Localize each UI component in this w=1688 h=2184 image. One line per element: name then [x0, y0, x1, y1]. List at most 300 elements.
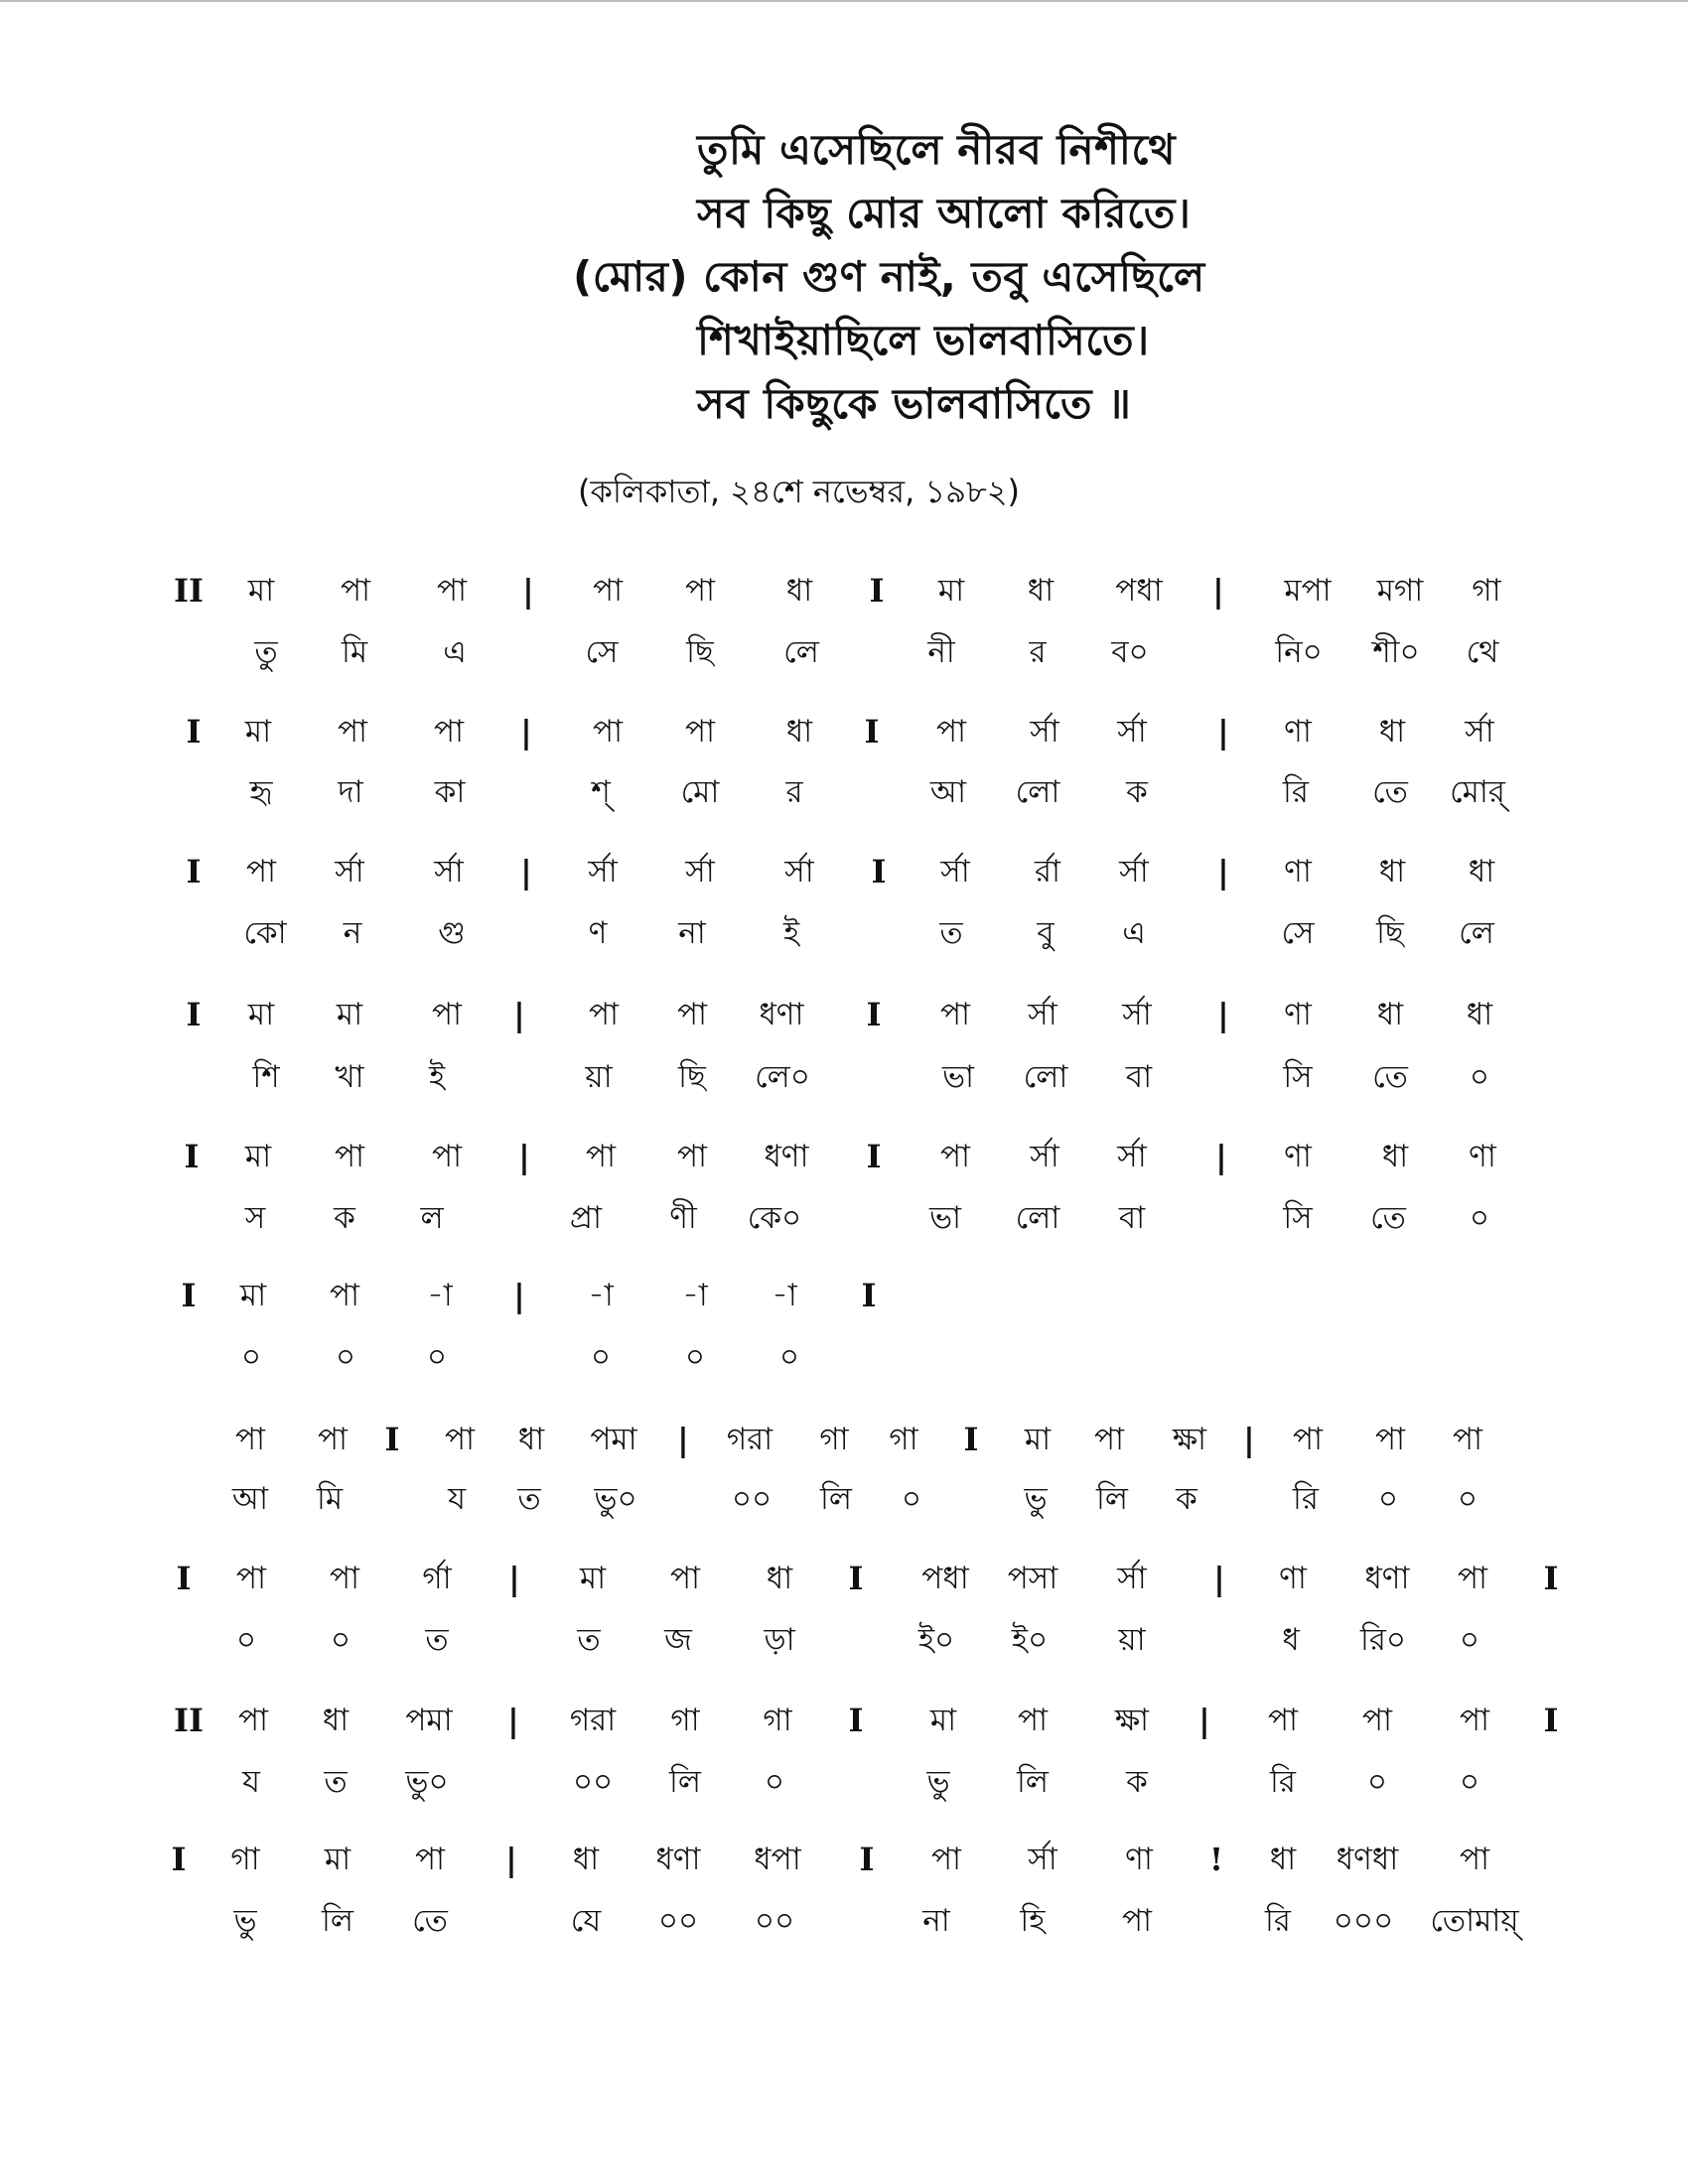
swara-note: র্সা — [1030, 714, 1059, 750]
lyric-syllable: এ — [443, 634, 467, 670]
lyric-syllable-row — [0, 908, 1688, 958]
bar-line: | — [508, 1560, 520, 1597]
lyric-syllable: নী — [927, 634, 955, 670]
lyric-syllable: তু — [254, 634, 278, 670]
lyric-syllable: লো — [1015, 1200, 1060, 1236]
bar-line: | — [522, 572, 534, 610]
lyric-syllable: য — [242, 1764, 260, 1800]
swara-row — [0, 847, 1688, 896]
lyric-syllable: ক — [334, 1200, 355, 1236]
lyric-syllable: শ্ — [591, 774, 611, 810]
swara-note: পসা — [1007, 1561, 1058, 1596]
lyric-syllable: মোর্ — [1450, 774, 1505, 810]
lyric-syllable-row — [0, 767, 1688, 817]
lyric-syllable: ভু — [233, 1903, 257, 1939]
lyric-syllable: ভু — [1024, 1481, 1048, 1517]
lyric-syllable: ০ — [684, 1339, 706, 1375]
lyric-syllable: ক — [1176, 1481, 1197, 1517]
lyric-syllable: বা — [1118, 1200, 1146, 1236]
lyric-syllable: ০ — [1459, 1622, 1480, 1658]
composition-date: (কলিকাতা, ২৪শে নভেম্বর, ১৯৮২) — [578, 473, 1021, 510]
lyric-syllable: ড়া — [764, 1622, 795, 1658]
swara-note: পা — [676, 1139, 708, 1174]
lyric-syllable: কো — [243, 915, 287, 951]
lyric-syllable: সে — [585, 634, 619, 670]
bar-line: I — [176, 1560, 192, 1597]
swara-note: পা — [930, 1842, 962, 1877]
swara-note: ধা — [1468, 854, 1495, 889]
lyric-syllable: ভু০ — [594, 1481, 637, 1517]
lyric-syllable: যে — [570, 1903, 602, 1939]
swara-note: মা — [239, 1278, 267, 1313]
bar-line: I — [186, 713, 202, 751]
swara-note: গরা — [569, 1703, 617, 1738]
swara-note: ধণা — [655, 1842, 701, 1877]
swara-note: -া — [682, 1278, 708, 1313]
swara-note: ণা — [1279, 1561, 1307, 1596]
lyric-syllable: না — [922, 1903, 950, 1939]
lyric-syllable: ০ — [240, 1339, 262, 1375]
swara-note: র্সা — [1030, 1139, 1059, 1174]
swara-note: মপা — [1284, 573, 1332, 609]
lyric-syllable-row — [0, 1896, 1688, 1946]
swara-note: ক্ষা — [1172, 1422, 1207, 1457]
lyric-syllable: থে — [1466, 634, 1499, 670]
swara-note: মা — [244, 714, 272, 750]
lyric-syllable: দা — [338, 774, 363, 810]
swara-note: পা — [431, 1139, 463, 1174]
swara-note: পা — [234, 1422, 266, 1457]
swara-note: গা — [819, 1422, 849, 1457]
swara-row — [0, 566, 1688, 615]
swara-note: ধা — [1269, 1842, 1297, 1877]
swara-note: ধণা — [1364, 1561, 1410, 1596]
swara-note: -া — [427, 1278, 453, 1313]
swara-note: পা — [592, 714, 624, 750]
bar-line: | — [677, 1421, 689, 1458]
lyric-syllable: স — [244, 1200, 266, 1236]
lyric-syllable: ন — [343, 915, 362, 951]
swara-row — [0, 1835, 1688, 1884]
lyric-syllable: ০ — [235, 1622, 257, 1658]
bar-line: I — [861, 1277, 877, 1314]
lyric-syllable: ০ — [426, 1339, 448, 1375]
swara-note: র্সা — [685, 854, 715, 889]
swara-note: মা — [336, 997, 363, 1032]
lyric-syllable: মি — [341, 634, 368, 670]
bar-line: I — [859, 1841, 875, 1878]
lyric-syllable-row — [0, 1332, 1688, 1382]
swara-note: মা — [324, 1842, 352, 1877]
swara-note: র্সা — [1119, 854, 1149, 889]
lyric-syllable: ছি — [1376, 915, 1404, 951]
swara-note: গা — [670, 1703, 700, 1738]
lyric-syllable: ভু০ — [405, 1764, 449, 1800]
lyric-syllable: রি — [1293, 1481, 1319, 1517]
lyric-syllable: ত — [425, 1622, 449, 1658]
swara-note: পমা — [405, 1703, 453, 1738]
swara-note: পা — [1452, 1422, 1483, 1457]
lyric-syllable: লি — [322, 1903, 353, 1939]
swara-row — [0, 1271, 1688, 1320]
lyric-syllable-row — [0, 1757, 1688, 1807]
lyric-syllable: আ — [231, 1481, 269, 1517]
swara-note: পা — [1459, 1703, 1490, 1738]
swara-note: ধা — [322, 1703, 350, 1738]
lyric-syllable: ভা — [941, 1059, 975, 1095]
swara-note: ধণধা — [1336, 1842, 1399, 1877]
lyric-syllable: জ — [664, 1622, 692, 1658]
swara-note: পা — [433, 714, 465, 750]
swara-note: র্সা — [1117, 1139, 1147, 1174]
lyric-syllable: ০ — [1457, 1481, 1478, 1517]
swara-row — [0, 707, 1688, 756]
swara-note: মা — [247, 997, 275, 1032]
swara-note: পা — [317, 1422, 349, 1457]
swara-row — [0, 990, 1688, 1039]
lyric-syllable: তে — [1370, 1200, 1406, 1236]
lyric-syllable: ভা — [928, 1200, 962, 1236]
swara-note: পা — [1093, 1422, 1125, 1457]
lyric-syllable: ত — [577, 1622, 601, 1658]
lyric-syllable: ০০ — [572, 1764, 614, 1800]
lyric-syllable: ব০ — [1111, 634, 1149, 670]
lyric-syllable: ০ — [330, 1622, 352, 1658]
swara-note: ধা — [766, 1561, 793, 1596]
swara-note: পা — [340, 573, 371, 609]
lyric-syllable: ণ — [588, 915, 608, 951]
bar-line: I — [171, 1841, 187, 1878]
lyric-syllable: লি — [669, 1764, 701, 1800]
lyric-syllable: সি — [1283, 1059, 1313, 1095]
lyric-syllable: ০০ — [657, 1903, 699, 1939]
lyric-syllable: তে — [1372, 774, 1408, 810]
lyric-syllable: লি — [820, 1481, 852, 1517]
lyric-syllable: লি — [1096, 1481, 1128, 1517]
swara-note: ণা — [1284, 1139, 1312, 1174]
lyric-syllable: রি — [1265, 1903, 1291, 1939]
swara-note: মা — [247, 573, 275, 609]
swara-note: ধা — [785, 714, 813, 750]
lyric-syllable: মো — [680, 774, 720, 810]
swara-note: পা — [588, 997, 620, 1032]
lyric-syllable: ক — [1126, 774, 1148, 810]
swara-note: ধা — [1378, 854, 1406, 889]
lyric-syllable: পা — [1121, 1903, 1153, 1939]
swara-note: ক্ষা — [1114, 1703, 1150, 1738]
swara-row — [0, 1554, 1688, 1603]
bar-line: ! — [1208, 1841, 1224, 1878]
lyric-syllable-row — [0, 627, 1688, 677]
bar-line: | — [1215, 1138, 1227, 1175]
lyric-syllable: শী০ — [1372, 634, 1420, 670]
lyric-syllable: ত — [324, 1764, 348, 1800]
lyric-syllable: বু — [1037, 915, 1055, 951]
swara-note: পা — [592, 573, 624, 609]
swara-note: পা — [337, 714, 368, 750]
bar-line: I — [871, 853, 887, 890]
lyric-syllable: নি০ — [1275, 634, 1323, 670]
bar-line: I — [186, 853, 202, 890]
bar-line: I — [848, 1560, 864, 1597]
swara-note: র্সা — [1122, 997, 1152, 1032]
swara-note: ধা — [1378, 714, 1406, 750]
bar-line: | — [513, 1277, 525, 1314]
swara-note: পা — [676, 997, 708, 1032]
lyric-syllable: লো — [1015, 774, 1060, 810]
swara-note: পা — [939, 997, 971, 1032]
lyric-syllable: এ — [1122, 915, 1146, 951]
swara-note: পা — [1017, 1703, 1049, 1738]
bar-line: | — [505, 1841, 517, 1878]
swara-note: পা — [245, 854, 277, 889]
lyric-syllable: ল — [420, 1200, 444, 1236]
lyric-syllable: সি — [1283, 1200, 1313, 1236]
bar-line: I — [384, 1421, 400, 1458]
lyric-syllable-row — [0, 1052, 1688, 1102]
lyric-syllable: লে০ — [755, 1059, 810, 1095]
bar-line: | — [1217, 713, 1229, 751]
swara-note: মা — [929, 1703, 957, 1738]
bar-line: | — [1217, 996, 1229, 1033]
swara-note: মা — [244, 1139, 272, 1174]
swara-note: ধা — [1381, 1139, 1409, 1174]
swara-note: পা — [329, 1561, 360, 1596]
swara-note: ণা — [1469, 1139, 1496, 1174]
swara-note: পা — [1374, 1422, 1406, 1457]
bar-line: | — [518, 1138, 530, 1175]
swara-note: মগা — [1376, 573, 1424, 609]
swara-note: ণা — [1284, 997, 1312, 1032]
swara-note: মা — [579, 1561, 607, 1596]
bar-line: I — [1543, 1702, 1559, 1739]
swara-note: পা — [669, 1561, 701, 1596]
bar-line: I — [186, 996, 202, 1033]
lyric-syllable: ত — [939, 915, 963, 951]
lyric-syllable: ০ — [901, 1481, 922, 1517]
lyric-syllable: ত — [517, 1481, 541, 1517]
lyric-syllable: ০ — [1459, 1764, 1480, 1800]
bar-line: I — [848, 1702, 864, 1739]
swara-note: ধা — [517, 1422, 545, 1457]
lyric-syllable: লি — [1017, 1764, 1049, 1800]
swara-note: গরা — [726, 1422, 774, 1457]
swara-note: ধা — [572, 1842, 600, 1877]
lyric-syllable: ই — [428, 1059, 446, 1095]
swara-note: পা — [1459, 1842, 1490, 1877]
lyric-syllable-row — [0, 1474, 1688, 1524]
swara-row — [0, 1132, 1688, 1181]
lyric-syllable: মি — [316, 1481, 344, 1517]
bar-line: | — [1212, 572, 1224, 610]
swara-note: ধণা — [759, 997, 804, 1032]
lyric-syllable: ০ — [778, 1339, 800, 1375]
lyric-syllable: ০ — [1469, 1200, 1490, 1236]
bar-line: | — [520, 853, 532, 890]
lyric-syllable: বা — [1125, 1059, 1153, 1095]
swara-note: ণা — [1284, 714, 1312, 750]
swara-note: ধপা — [754, 1842, 801, 1877]
lyric-syllable: র — [1029, 634, 1047, 670]
swara-note: ধা — [1027, 573, 1055, 609]
swara-note: গা — [1472, 573, 1501, 609]
lyric-syllable: প্রা — [569, 1200, 603, 1236]
lyric-syllable: র — [785, 774, 803, 810]
lyric-syllable: ০ — [335, 1339, 356, 1375]
swara-note: ধা — [785, 573, 813, 609]
lyric-syllable: ই০ — [917, 1622, 955, 1658]
lyric-syllable: কে০ — [747, 1200, 802, 1236]
swara-note: পা — [1292, 1422, 1324, 1457]
lyric-line-3: (মোর) কোন গুণ নাই, তবু এসেছিলে — [573, 252, 1205, 301]
lyric-syllable-row — [0, 1193, 1688, 1243]
swara-row — [0, 1696, 1688, 1745]
lyric-syllable: ক — [1126, 1764, 1148, 1800]
lyric-syllable: হৃ — [249, 774, 273, 810]
swara-note: র্সা — [1117, 714, 1147, 750]
lyric-syllable: য়া — [1118, 1622, 1146, 1658]
lyric-syllable: তে — [1372, 1059, 1408, 1095]
bar-line: | — [520, 713, 532, 751]
lyric-syllable: গু — [438, 915, 466, 951]
swara-note: ধা — [1376, 997, 1404, 1032]
lyric-syllable: তোমায়্ — [1430, 1903, 1519, 1939]
lyric-syllable: রি০ — [1359, 1622, 1407, 1658]
lyric-syllable: ছি — [686, 634, 714, 670]
lyric-syllable: লো — [1023, 1059, 1068, 1095]
swara-note: পা — [935, 714, 967, 750]
lyric-syllable: ০০ — [731, 1481, 773, 1517]
swara-note: র্সা — [1028, 1842, 1057, 1877]
lyric-line-1: তুমি এসেছিলে নীরব নিশীথে — [697, 125, 1177, 174]
swara-note: পা — [431, 997, 463, 1032]
lyric-syllable: ভু — [926, 1764, 950, 1800]
swara-note: পা — [1267, 1703, 1299, 1738]
swara-note: গা — [889, 1422, 918, 1457]
lyric-line-2: সব কিছু মোর আলো করিতে। — [697, 189, 1192, 237]
lyric-syllable: ছি — [678, 1059, 706, 1095]
swara-note: র্গা — [422, 1561, 452, 1596]
lyric-syllable: খা — [335, 1059, 364, 1095]
swara-note: পা — [235, 1561, 267, 1596]
swara-note: পা — [1457, 1561, 1488, 1596]
swara-note: -া — [588, 1278, 614, 1313]
bar-line: I — [1543, 1560, 1559, 1597]
page-top-edge — [0, 0, 1688, 2]
swara-note: ণা — [1125, 1842, 1153, 1877]
bar-line: | — [1243, 1421, 1255, 1458]
swara-note: র্সা — [1465, 714, 1494, 750]
bar-line: | — [507, 1702, 519, 1739]
swara-note: পা — [684, 714, 716, 750]
lyric-syllable: লে — [783, 634, 819, 670]
bar-line: I — [869, 572, 885, 610]
lyric-syllable: আ — [929, 774, 967, 810]
swara-note: পা — [436, 573, 468, 609]
bar-line: I — [181, 1277, 197, 1314]
swara-row — [0, 1415, 1688, 1464]
bar-line: | — [1217, 853, 1229, 890]
bar-line: I — [864, 713, 880, 751]
lyric-syllable: লে — [1459, 915, 1494, 951]
swara-note: মা — [1024, 1422, 1052, 1457]
lyric-line-5: সব কিছুকে ভালবাসিতে ॥ — [697, 379, 1132, 428]
lyric-syllable: হি — [1020, 1903, 1046, 1939]
lyric-syllable: রি — [1283, 774, 1309, 810]
bar-line: I — [866, 1138, 882, 1175]
lyric-syllable-row — [0, 1615, 1688, 1665]
lyric-syllable: শি — [252, 1059, 280, 1095]
lyric-syllable: য়া — [585, 1059, 613, 1095]
swara-note: র্সা — [434, 854, 464, 889]
bar-line: II — [174, 572, 204, 610]
swara-note: পা — [414, 1842, 446, 1877]
swara-note: মা — [937, 573, 965, 609]
swara-note: র্সা — [1117, 1561, 1147, 1596]
bar-line: | — [1213, 1560, 1225, 1597]
swara-note: পা — [1361, 1703, 1393, 1738]
lyric-syllable: ই — [782, 915, 800, 951]
swara-note: পা — [329, 1278, 360, 1313]
lyric-syllable: ধ — [1282, 1622, 1300, 1658]
swara-note: গা — [763, 1703, 792, 1738]
swara-note: র্সা — [784, 854, 814, 889]
lyric-syllable: ০ — [1377, 1481, 1399, 1517]
swara-note: ণা — [1284, 854, 1312, 889]
swara-note: র্সা — [1028, 997, 1057, 1032]
swara-note: -া — [772, 1278, 797, 1313]
swara-note: পা — [334, 1139, 365, 1174]
lyric-syllable: ০ — [590, 1339, 612, 1375]
swara-note: পা — [684, 573, 716, 609]
swara-note: ধণা — [764, 1139, 809, 1174]
bar-line: I — [184, 1138, 200, 1175]
bar-line: | — [1198, 1702, 1210, 1739]
swara-note: র্রা — [1034, 854, 1061, 889]
swara-note: পধা — [921, 1561, 969, 1596]
lyric-syllable: সে — [1281, 915, 1315, 951]
swara-note: র্সা — [940, 854, 970, 889]
lyric-syllable: তে — [412, 1903, 448, 1939]
swara-note: র্সা — [335, 854, 364, 889]
lyric-syllable: কা — [434, 774, 466, 810]
lyric-syllable: না — [678, 915, 706, 951]
swara-note: পা — [444, 1422, 476, 1457]
bar-line: II — [174, 1702, 204, 1739]
lyric-syllable: ০ — [1366, 1764, 1388, 1800]
bar-line: I — [963, 1421, 979, 1458]
swara-note: পা — [585, 1139, 617, 1174]
lyric-syllable: ০০০ — [1333, 1903, 1394, 1939]
swara-note: ধা — [1466, 997, 1493, 1032]
lyric-syllable: ০ — [1469, 1059, 1490, 1095]
lyric-syllable: ণী — [669, 1200, 697, 1236]
lyric-line-4: শিখাইয়াছিলে ভালবাসিতে। — [697, 316, 1150, 364]
swara-note: র্সা — [588, 854, 618, 889]
bar-line: I — [866, 996, 882, 1033]
swara-note: পা — [939, 1139, 971, 1174]
lyric-syllable: রি — [1270, 1764, 1296, 1800]
swara-note: পমা — [590, 1422, 637, 1457]
swara-note: পা — [237, 1703, 269, 1738]
swara-note: পধা — [1115, 573, 1163, 609]
lyric-syllable: ই০ — [1011, 1622, 1049, 1658]
lyric-syllable: ০০ — [754, 1903, 795, 1939]
lyric-syllable: ০ — [764, 1764, 785, 1800]
lyric-syllable: য — [448, 1481, 466, 1517]
swara-note: গা — [230, 1842, 260, 1877]
bar-line: | — [513, 996, 525, 1033]
